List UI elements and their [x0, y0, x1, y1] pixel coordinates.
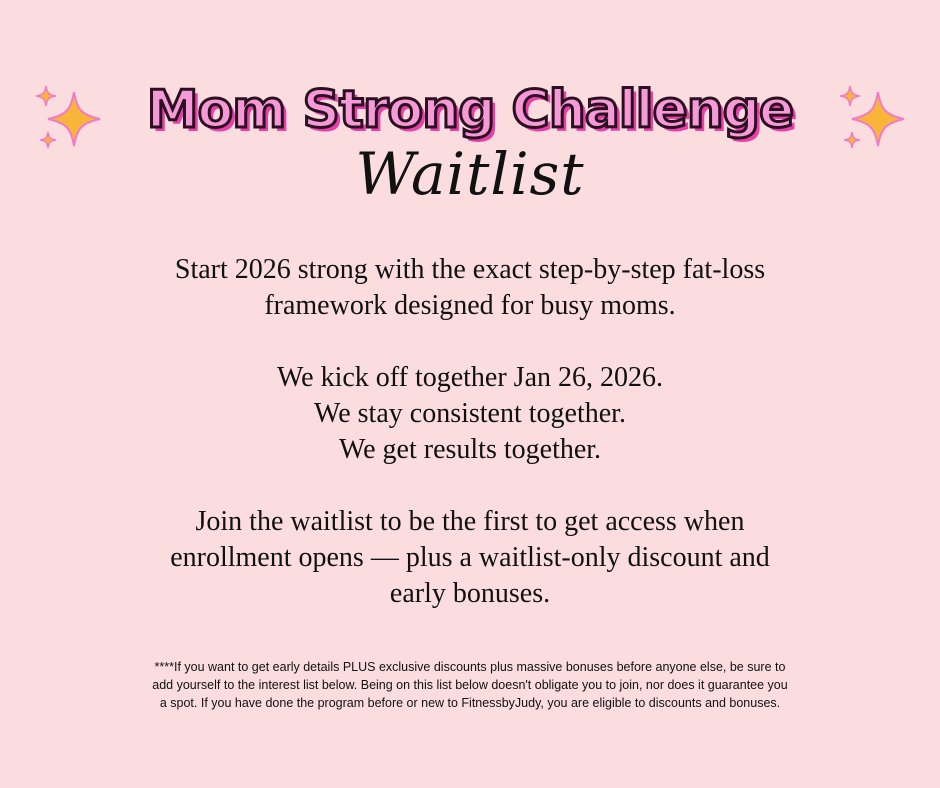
waitlist-subtitle: Waitlist: [355, 140, 585, 208]
kickoff-text: We kick off together Jan 26, 2026.: [276, 362, 664, 393]
fine-print-line: add yourself to the interest list below. Being on this list below doesn't obligate you to join, nor does it guarantee you: [152, 678, 788, 692]
fine-print-line: a spot. If you have done the program before or new to FitnessbyJudy, you are eligible to discounts and bonuses.: [159, 696, 781, 710]
join-text: enrollment opens — plus a waitlist-only discount and: [170, 542, 770, 573]
page-title: Mom Strong Challenge: [146, 80, 794, 140]
join-text: early bonuses.: [389, 578, 551, 609]
fine-print-line: ****If you want to get early details PLUS exclusive discounts plus massive bonuses before anyone else, be sure to: [154, 660, 786, 674]
fine-print: [90, 658, 850, 712]
kickoff-text: We stay consistent together.: [314, 398, 626, 429]
intro-text: Start 2026 strong with the exact step-by-step fat-loss: [174, 254, 766, 285]
intro-text: framework designed for busy moms.: [264, 290, 676, 321]
kickoff-text: We get results together.: [338, 434, 602, 465]
main-copy: [60, 252, 880, 612]
join-text: Join the waitlist to be the first to get access when: [195, 506, 745, 537]
